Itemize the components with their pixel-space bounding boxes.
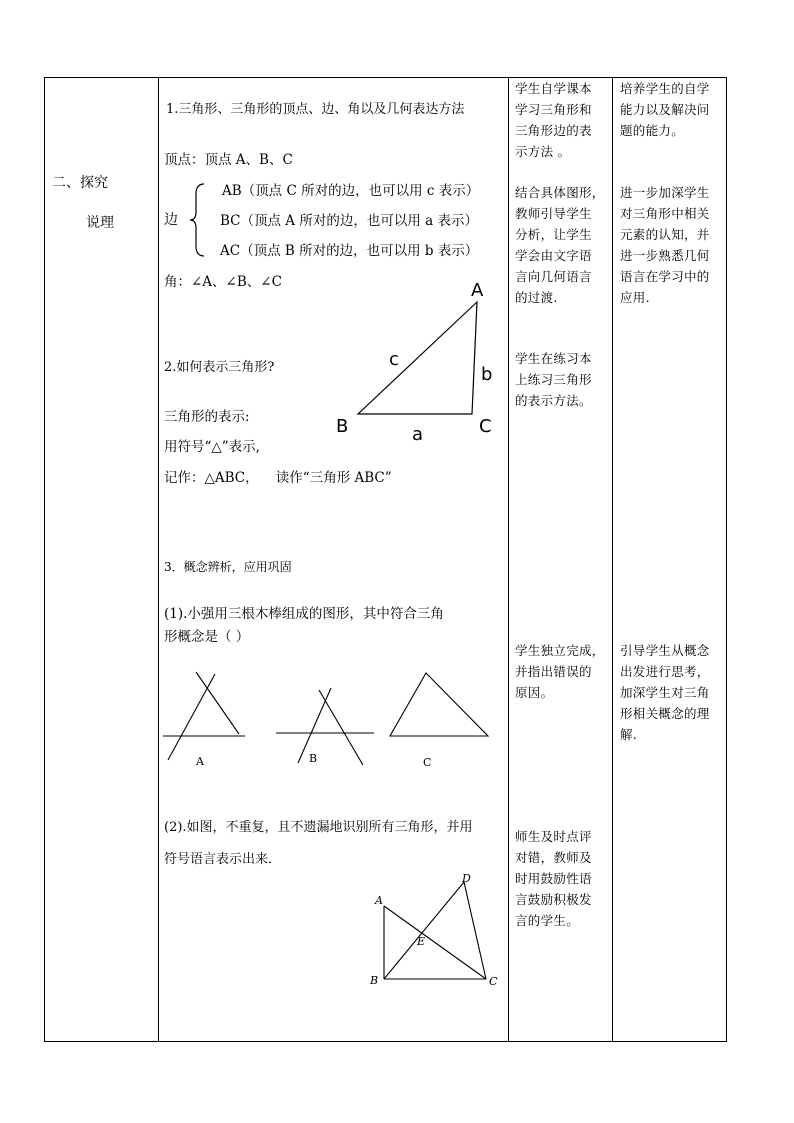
question2-line1: (2).如图，不重复，且不遗漏地识别所有三角形，并用 — [164, 820, 473, 835]
part3-heading: 3．概念辨析，应用巩固 — [164, 560, 292, 574]
student-block-3: 学生在练习本 上练习三角形 的表示方法。 — [515, 351, 592, 408]
representation-title: 三角形的表示: — [164, 409, 250, 425]
edge-ac: AC（顶点 B 所对的边，也可以用 b 表示） — [220, 243, 479, 259]
purpose-block-2: 进一步加深学生 对三角形中相关 元素的认知，并 进一步熟悉几何 语言在学习中的 应用. — [620, 185, 710, 305]
side-label-a: a — [412, 424, 424, 445]
section-subtitle: 说理 — [86, 215, 114, 231]
purpose-block-1: 培养学生的自学 能力以及解决问 题的能力。 — [620, 81, 710, 138]
table-divider-3 — [612, 77, 613, 1042]
vertex-label-a: A — [471, 280, 484, 301]
vertex-label-c: C — [479, 416, 492, 437]
stick-figure-c — [386, 670, 492, 740]
angles-line: 角：∠A、∠B、∠C — [164, 274, 282, 290]
part2-heading: 2.如何表示三角形? — [164, 360, 275, 375]
side-label-b: b — [481, 364, 493, 385]
vertices-line: 顶点：顶点 A、B、C — [164, 152, 293, 168]
student-block-1: 学生自学课本 学习三角形和 三角形边的表 示方法 。 — [515, 81, 592, 159]
brace-icon — [188, 182, 206, 258]
figure-label-b: B — [309, 752, 318, 765]
edge-bc: BC（顶点 A 所对的边，也可以用 a 表示） — [220, 213, 478, 229]
figure-label-c: C — [423, 756, 432, 769]
edge-ab: AB（顶点 C 所对的边，也可以用 c 表示） — [222, 183, 480, 199]
student-block-4: 学生独立完成， 并指出错误的 原因。 — [515, 643, 605, 700]
figure-label-a: A — [196, 755, 204, 768]
section-title: 二、探究 — [52, 175, 108, 191]
point-label-a: A — [375, 894, 383, 907]
edge-label: 边 — [164, 212, 178, 228]
side-label-c: c — [389, 349, 399, 370]
point-label-e: E — [417, 935, 426, 948]
notation-line: 记作：△ABC， 读作“三角形 ABC” — [164, 470, 392, 486]
question2-line2: 符号语言表示出来． — [164, 852, 282, 867]
vertex-label-b: B — [336, 416, 349, 437]
table-border-right — [726, 77, 727, 1042]
question1-line2: 形概念是（ ） — [164, 629, 250, 645]
student-block-2: 结合具体图形， 教师引导学生 分析，让学生 学会由文字语 言向几何语言 的过渡. — [515, 185, 605, 305]
stick-figure-a — [160, 668, 260, 764]
student-block-5: 师生及时点评 对错，教师及 时用鼓励性语 言鼓励积极发 言的学生。 — [515, 829, 592, 928]
point-label-c: C — [489, 975, 498, 988]
point-label-d: D — [462, 872, 471, 885]
stick-figure-b — [274, 686, 378, 766]
table-divider-1 — [158, 77, 159, 1042]
purpose-block-3: 引导学生从概念 出发进行思考， 加深学生对三角 形相关概念的理 解. — [620, 643, 710, 742]
point-label-b: B — [370, 974, 379, 987]
table-divider-2 — [508, 77, 509, 1042]
part1-heading: 1.三角形、三角形的顶点、边、角以及几何表达方法 — [166, 102, 465, 117]
table-border-left — [44, 77, 45, 1042]
question1-line1: (1).小强用三根木棒组成的图形，其中符合三角 — [164, 606, 444, 622]
symbol-line: 用符号“△”表示, — [164, 439, 260, 455]
table-border-bottom — [44, 1041, 726, 1042]
